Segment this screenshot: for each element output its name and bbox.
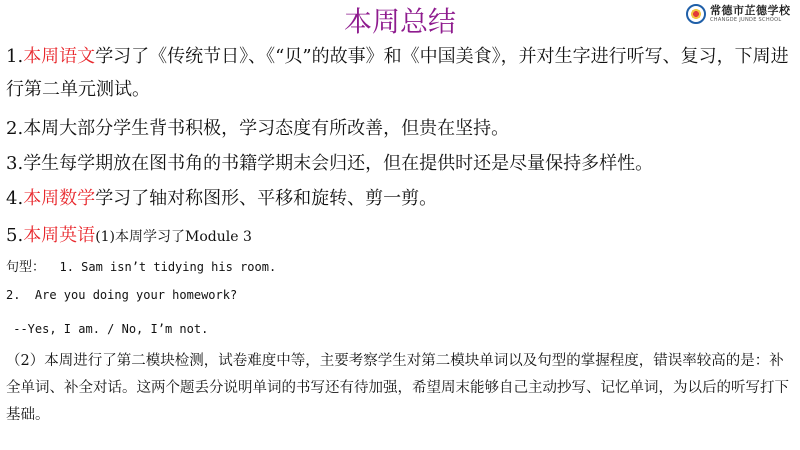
page-title: 本周总结 (343, 5, 456, 38)
item-highlight: 本周数学 (23, 188, 96, 209)
sentence-pattern-line (6, 258, 792, 277)
english-summary: （2）本周进行了第二模块检测，试卷难度中等，主要考察学生对第二模块单词以及句型的掌握程度，错误率较高的是：补全单词、补全对话。这两个题丢分说明单词的书写还有待加强，希望周末能够自己主动抄写、记忆单词，为以后的听写打下基础。 (6, 353, 789, 423)
item-highlight: 本周语文 (23, 46, 96, 67)
sentence-pattern-label: 句型： (6, 260, 46, 275)
item-number: 3. (6, 153, 24, 174)
item-chinese (6, 40, 792, 106)
item-number: 5. (6, 225, 24, 246)
school-logo (686, 2, 794, 26)
sentence-one: 1. Sam isn’t tidying his room. (45, 260, 277, 274)
sentence-two: 2. Are you doing your homework? (6, 288, 238, 302)
school-name: 常德市芷德学校 (710, 4, 791, 17)
item-text: 学生每学期放在图书角的书籍学期末会归还，但在提供时还是尽量保持多样性。 (23, 153, 654, 174)
school-name-english: CHANGDE JUNDE SCHOOL (710, 17, 782, 23)
item-highlight: 本周英语 (23, 225, 96, 246)
item-reading-corner (6, 147, 792, 180)
item-math (6, 182, 792, 215)
school-logo-text (710, 5, 791, 23)
item-text: 本周大部分学生背书积极，学习态度有所改善，但贵在坚持。 (23, 118, 510, 139)
school-emblem-icon (686, 4, 706, 24)
item-text: 学习了轴对称图形、平移和旋转、剪一剪。 (95, 188, 438, 209)
item-number: 2. (6, 118, 24, 139)
item-text: 学习了《传统节日》、《“贝”的故事》和《中国美食》，并对生字进行听写、复习，下周进行第二单元测试。 (6, 46, 789, 100)
item-number: 1. (6, 46, 24, 67)
answer-line: --Yes, I am. / No, I’m not. (6, 322, 209, 336)
item-recitation (6, 112, 792, 145)
item-english (6, 219, 792, 254)
item-text: (1)本周学习了Module 3 (95, 229, 252, 245)
item-number: 4. (6, 188, 24, 209)
